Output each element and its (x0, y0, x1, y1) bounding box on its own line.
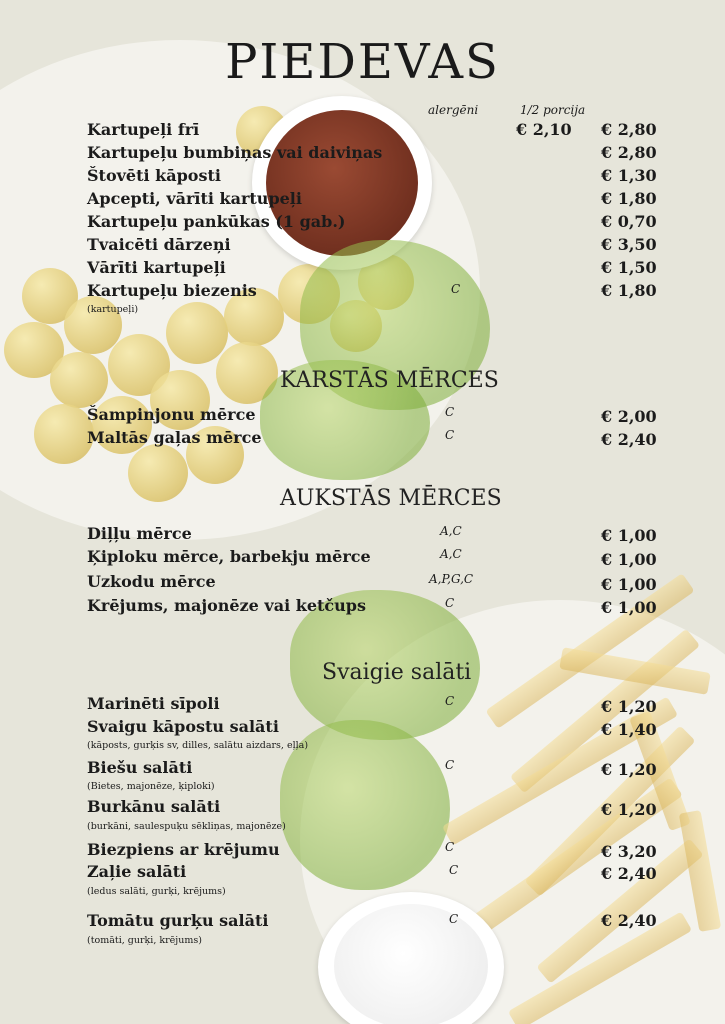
menu-item-allergens: C (445, 758, 455, 772)
potato-ball-image (50, 352, 108, 408)
menu-item-allergens: A,P,G,C (429, 572, 474, 586)
menu-item-price: € 1,00 (601, 598, 657, 617)
menu-item-name: Burkānu salāti (87, 797, 221, 816)
menu-item-price: € 3,20 (601, 842, 657, 861)
potato-ball-image (34, 404, 94, 464)
menu-item-name: Kartupeļu biezenis (87, 281, 257, 300)
potato-ball-image (166, 302, 228, 364)
menu-item-ingredients: (tomāti, gurķi, krējums) (87, 935, 202, 946)
menu-item-price: € 1,00 (601, 550, 657, 569)
menu-item-ingredients: (ledus salāti, gurķi, krējums) (87, 886, 226, 897)
menu-item-allergens: A,C (440, 547, 462, 561)
salads-heading: Svaigie salāti (322, 660, 472, 685)
menu-item-name: Kartupeļu bumbiņas vai daiviņas (87, 143, 383, 162)
menu-item-name: Diļļu mērce (87, 524, 192, 543)
allergens-column-header: alergēni (428, 103, 479, 117)
menu-item-name: Ķiploku mērce, barbekju mērce (87, 547, 371, 566)
menu-item-name: Biezpiens ar krējumu (87, 840, 280, 859)
menu-item-price: € 1,40 (601, 720, 657, 739)
menu-item-price: € 1,80 (601, 189, 657, 208)
ketchup-image (266, 110, 418, 256)
menu-item-allergens: C (449, 863, 459, 877)
menu-item-price: € 2,40 (601, 911, 657, 930)
menu-item-price: € 2,80 (601, 143, 657, 162)
menu-item-allergens: C (445, 405, 455, 419)
menu-item-price: € 1,20 (601, 697, 657, 716)
menu-item-name: Vārīti kartupeļi (87, 258, 226, 277)
mayo-image (334, 904, 488, 1024)
menu-item-allergens: C (451, 282, 461, 296)
menu-item-ingredients: (kartupeļi) (87, 304, 139, 315)
menu-item-half-price: € 2,10 (516, 120, 572, 139)
menu-item-allergens: C (445, 694, 455, 708)
potato-ball-image (128, 444, 188, 502)
menu-item-price: € 1,50 (601, 258, 657, 277)
menu-item-allergens: C (445, 596, 455, 610)
menu-item-price: € 1,00 (601, 575, 657, 594)
menu-item-price: € 1,20 (601, 760, 657, 779)
half-portion-column-header: 1/2 porcija (520, 103, 586, 117)
menu-item-price: € 2,00 (601, 407, 657, 426)
menu-item-name: Maltās gaļas mērce (87, 428, 262, 447)
menu-item-price: € 1,80 (601, 281, 657, 300)
menu-item-name: Marinēti sīpoli (87, 694, 220, 713)
menu-item-name: Tvaicēti dārzeņi (87, 235, 231, 254)
menu-item-price: € 1,00 (601, 526, 657, 545)
menu-item-name: Krējums, majonēze vai ketčups (87, 596, 366, 615)
menu-item-price: € 2,40 (601, 864, 657, 883)
menu-item-price: € 1,30 (601, 166, 657, 185)
menu-item-ingredients: (burkāni, saulespuķu sēkliņas, majonēze) (87, 821, 286, 832)
menu-item-allergens: C (445, 840, 455, 854)
menu-item-name: Biešu salāti (87, 758, 193, 777)
menu-item-ingredients: (Bietes, majonēze, ķiploki) (87, 781, 215, 792)
menu-item-name: Uzkodu mērce (87, 572, 216, 591)
menu-item-price: € 3,50 (601, 235, 657, 254)
menu-item-price: € 2,80 (601, 120, 657, 139)
menu-item-price: € 1,20 (601, 800, 657, 819)
page-title: PIEDEVAS (225, 34, 500, 90)
menu-item-name: Zaļie salāti (87, 862, 187, 881)
menu-item-allergens: A,C (440, 524, 462, 538)
menu-item-name: Kartupeļi frī (87, 120, 200, 139)
menu-item-name: Apcepti, vārīti kartupeļi (87, 189, 302, 208)
menu-item-name: Kartupeļu pankūkas (1 gab.) (87, 212, 346, 231)
menu-item-name: Tomātu gurķu salāti (87, 911, 269, 930)
menu-item-name: Šampinjonu mērce (87, 405, 256, 424)
menu-item-name: Štovēti kāposti (87, 166, 221, 185)
cold-sauces-heading: AUKSTĀS MĒRCES (280, 486, 502, 511)
menu-item-name: Svaigu kāpostu salāti (87, 717, 279, 736)
menu-item-ingredients: (kāposts, gurķis sv, dilles, salātu aizdars, eļļa) (87, 740, 309, 751)
menu-item-allergens: C (449, 912, 459, 926)
hot-sauces-heading: KARSTĀS MĒRCES (280, 368, 499, 393)
menu-item-price: € 2,40 (601, 430, 657, 449)
menu-item-allergens: C (445, 428, 455, 442)
menu-item-price: € 0,70 (601, 212, 657, 231)
